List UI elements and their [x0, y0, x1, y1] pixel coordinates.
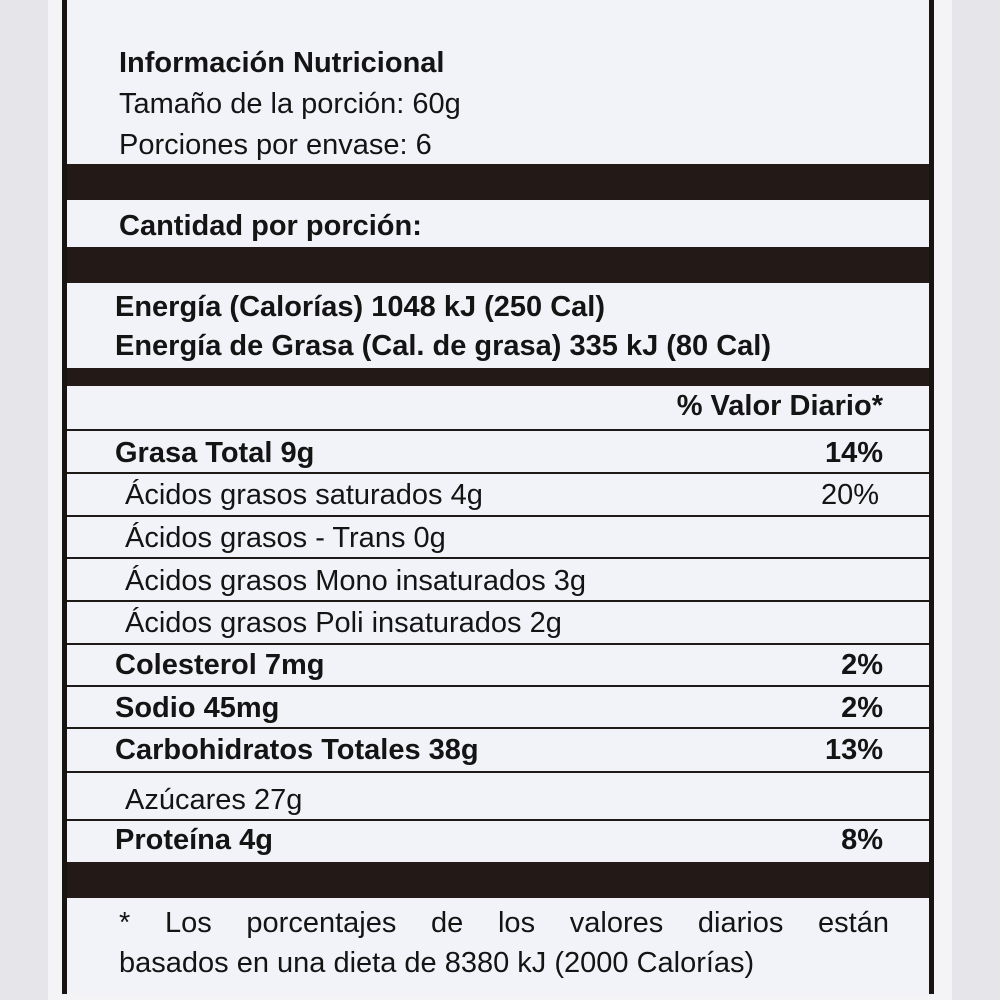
nutrient-trans-fat: Ácidos grasos - Trans 0g: [125, 522, 446, 554]
nutrient-cholesterol: Colesterol 7mg: [115, 649, 325, 681]
thick-divider-3: [67, 368, 929, 386]
nutrient-saturated-fat: Ácidos grasos saturados 4g: [125, 479, 483, 511]
page-edge-left: [0, 0, 48, 1000]
servings-per-container: Porciones por envase: 6: [119, 129, 432, 161]
nutrient-protein: Proteína 4g: [115, 824, 273, 856]
divider-line: [67, 600, 929, 602]
divider-line: [67, 515, 929, 517]
amount-per-serving: Cantidad por porción:: [119, 210, 422, 242]
nutrient-total-fat: Grasa Total 9g: [115, 437, 315, 469]
divider-line: [67, 685, 929, 687]
dv-protein: 8%: [841, 824, 883, 856]
nutrient-mono-fat: Ácidos grasos Mono insaturados 3g: [125, 565, 587, 597]
thick-divider-1: [67, 164, 929, 200]
serving-size: Tamaño de la porción: 60g: [119, 88, 461, 120]
divider-line: [67, 771, 929, 773]
nutrient-total-carbs: Carbohidratos Totales 38g: [115, 734, 479, 766]
page-edge-right: [952, 0, 1000, 1000]
divider-line: [67, 429, 929, 431]
divider-line: [67, 819, 929, 821]
dv-saturated-fat: 20%: [820, 479, 879, 511]
energy-fat-calories: Energía de Grasa (Cal. de grasa) 335 kJ (80 Cal): [115, 330, 772, 362]
footnote-line-2: basados en una dieta de 8380 kJ (2000 Calorías): [119, 947, 755, 979]
energy-calories: Energía (Calorías) 1048 kJ (250 Cal): [115, 291, 606, 323]
daily-value-header: % Valor Diario*: [676, 390, 883, 422]
thick-divider-2: [67, 247, 929, 283]
nutrient-poly-fat: Ácidos grasos Poli insaturados 2g: [125, 607, 562, 639]
footnote-line-1: * Los porcentajes de los valores diarios están: [119, 907, 889, 939]
dv-total-fat: 14%: [824, 437, 883, 469]
dv-total-carbs: 13%: [824, 734, 883, 766]
dv-sodium: 2%: [841, 692, 883, 724]
dv-cholesterol: 2%: [841, 649, 883, 681]
nutrition-facts-label: [62, 0, 934, 994]
nutrient-sugars: Azúcares 27g: [125, 784, 303, 816]
label-title: Información Nutricional: [119, 47, 445, 79]
divider-line: [67, 472, 929, 474]
nutrient-sodium: Sodio 45mg: [115, 692, 280, 724]
thick-divider-4: [67, 862, 929, 898]
divider-line: [67, 557, 929, 559]
divider-line: [67, 727, 929, 729]
divider-line: [67, 643, 929, 645]
